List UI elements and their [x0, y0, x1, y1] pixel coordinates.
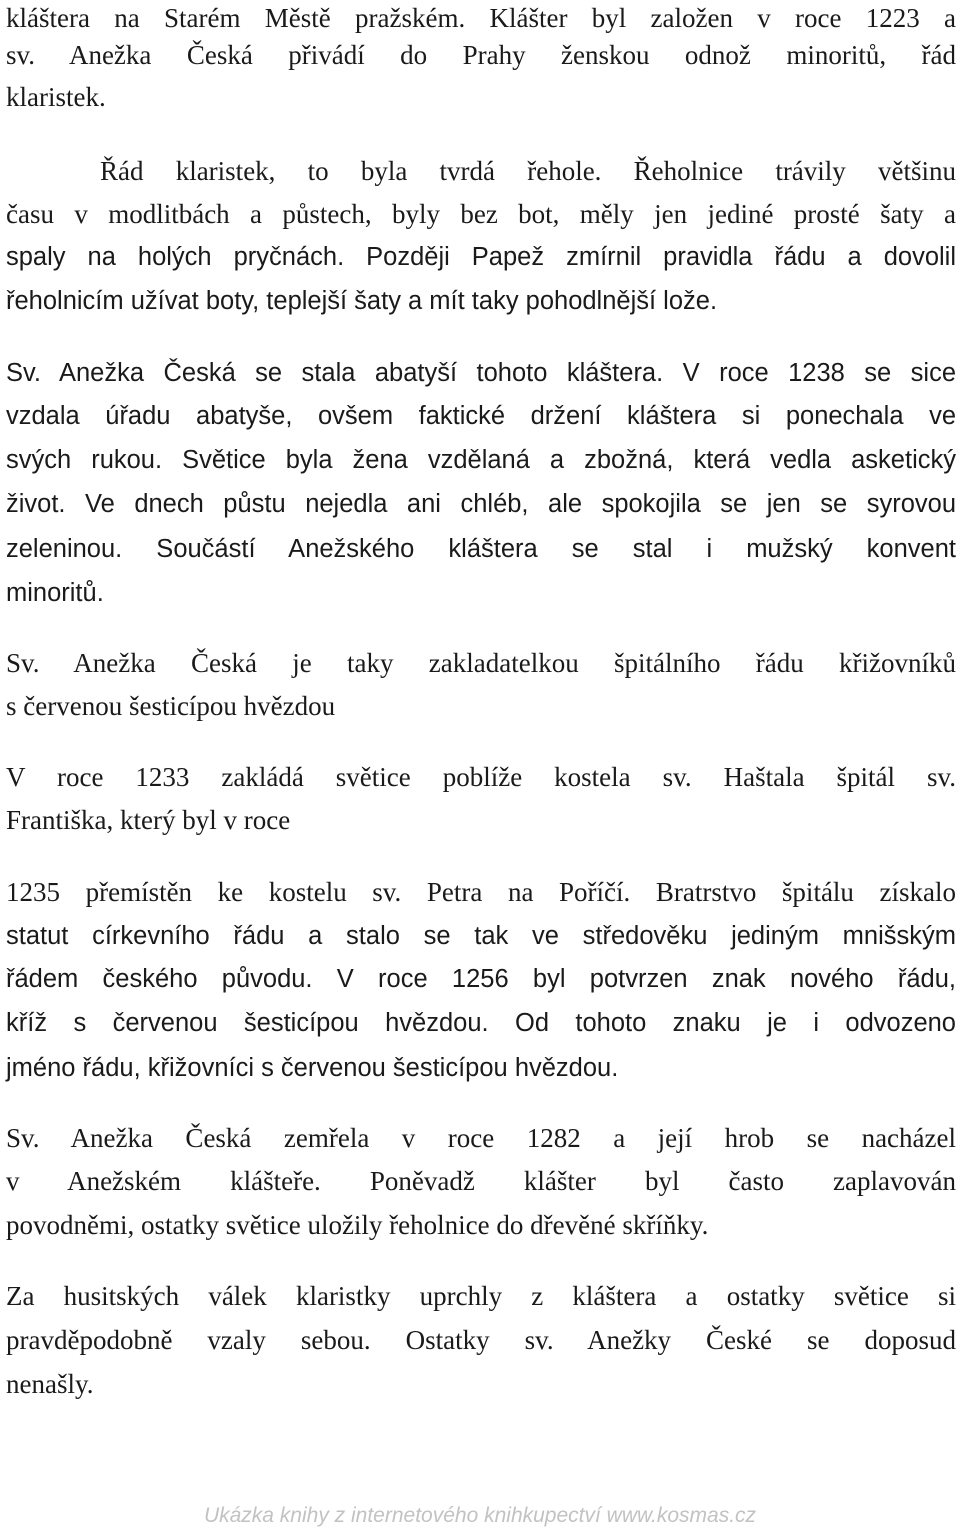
- text-line: zeleninou. Součástí Anežského kláštera se stal i mužský konvent: [6, 535, 956, 563]
- text-line: kříž s červenou šesticípou hvězdou. Od tohoto znaku je i odvozeno: [6, 1009, 956, 1037]
- text-line: řeholnicím užívat boty, teplejší šaty a mít taky pohodlnější lože.: [6, 287, 718, 315]
- text-line: 1235 přemístěn ke kostelu sv. Petra na Poříčí. Bratrstvo špitálu získalo: [6, 877, 956, 907]
- text-line: řádem českého původu. V roce 1256 byl potvrzen znak nového řádu,: [6, 965, 956, 993]
- text-line: Sv. Anežka Česká zemřela v roce 1282 a její hrob se nacházel: [6, 1123, 956, 1153]
- text-line: Sv. Anežka Česká je taky zakladatelkou špitálního řádu křižovníků: [6, 648, 956, 678]
- page-footer-watermark: Ukázka knihy z internetového knihkupectví www.kosmas.cz: [203, 1504, 757, 1527]
- text-line: sv. Anežka Česká přivádí do Prahy ženskou odnož minoritů, řád: [6, 40, 956, 70]
- text-line: pravděpodobně vzaly sebou. Ostatky sv. Anežky České se doposud: [6, 1325, 956, 1355]
- text-line: jméno řádu, křižovníci s červenou šesticípou hvězdou.: [6, 1054, 619, 1082]
- text-line: svých rukou. Světice byla žena vzdělaná a zbožná, která vedla asketický: [6, 446, 956, 474]
- text-line: život. Ve dnech půstu nejedla ani chléb, ale spokojila se jen se syrovou: [6, 490, 956, 518]
- text-line: povodněmi, ostatky světice uložily řeholnice do dřevěné skříňky.: [6, 1210, 709, 1240]
- text-line: s červenou šesticípou hvězdou: [6, 691, 336, 721]
- text-line: v Anežském klášteře. Poněvadž klášter byl často zaplavován: [6, 1166, 956, 1196]
- text-line: vzdala úřadu abatyše, ovšem faktické držení kláštera si ponechala ve: [6, 402, 956, 430]
- text-line: minoritů.: [6, 579, 104, 607]
- text-line: V roce 1233 zakládá světice poblíže kostela sv. Haštala špitál sv.: [6, 762, 956, 792]
- text-line: Řád klaristek, to byla tvrdá řehole. Řeholnice trávily většinu: [100, 156, 956, 186]
- text-line: statut církevního řádu a stalo se tak ve středověku jediným mnišským: [6, 922, 956, 950]
- text-line: Sv. Anežka Česká se stala abatyší tohoto kláštera. V roce 1238 se sice: [6, 359, 956, 387]
- text-line: kláštera na Starém Městě pražském. Klášter byl založen v roce 1223 a: [6, 3, 956, 33]
- text-line: klaristek.: [6, 82, 106, 112]
- text-line: Za husitských válek klaristky uprchly z kláštera a ostatky světice si: [6, 1281, 956, 1311]
- text-line: Františka, který byl v roce: [6, 805, 291, 835]
- text-line: nenašly.: [6, 1369, 94, 1399]
- text-line: spaly na holých pryčnách. Později Papež zmírnil pravidla řádu a dovolil: [6, 243, 956, 271]
- text-line: času v modlitbách a půstech, byly bez bot, měly jen jediné prosté šaty a: [6, 199, 956, 229]
